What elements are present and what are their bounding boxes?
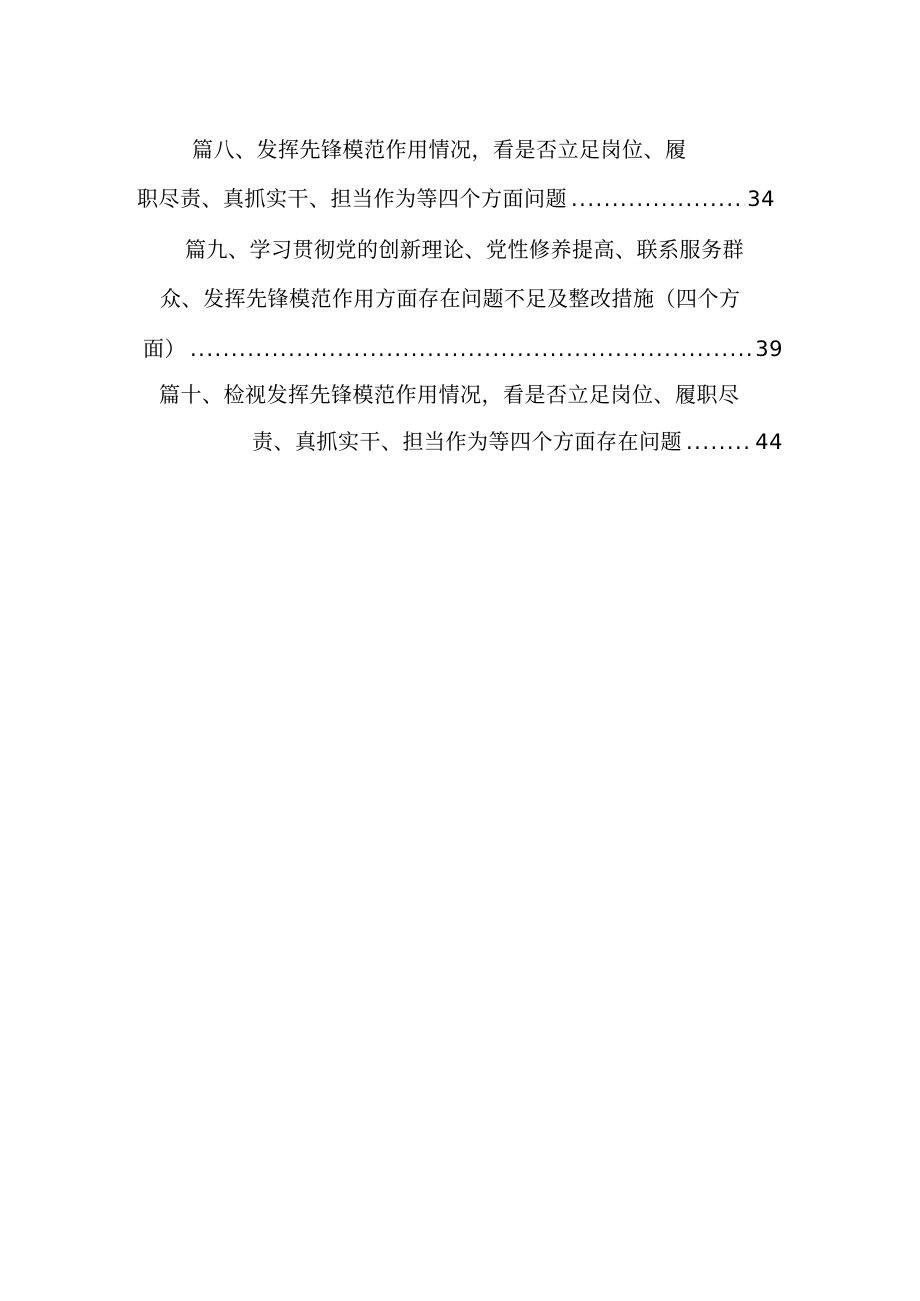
toc-entry-10-title-end: 责、真抓实干、担当作为等四个方面存在问题	[252, 430, 682, 454]
toc-entry-8-line-1: 篇八、发挥先锋模范作用情况，看是否立足岗位、履	[192, 138, 687, 162]
toc-entry-10-page-number: 44	[755, 430, 783, 454]
toc-dot-leader	[190, 334, 753, 364]
toc-dot-leader	[686, 427, 753, 457]
toc-entry-9-title-end: 面）	[143, 337, 186, 361]
toc-entry-8-page-number: 34	[747, 187, 775, 211]
toc-entry-9-page-number: 39	[755, 337, 783, 361]
toc-entry-10-line-2[interactable]	[252, 427, 783, 457]
toc-entry-9-line-3[interactable]	[143, 334, 783, 364]
toc-entry-9-line-2: 众、发挥先锋模范作用方面存在问题不足及整改措施（四个方	[160, 287, 741, 311]
toc-entry-10-line-1: 篇十、检视发挥先锋模范作用情况，看是否立足岗位、履职尽	[159, 383, 740, 407]
toc-dot-leader	[571, 184, 745, 214]
toc-entry-8-title-end: 职尽责、真抓实干、担当作为等四个方面问题	[137, 187, 567, 211]
toc-entry-9-line-1: 篇九、学习贯彻党的创新理论、党性修养提高、联系服务群	[185, 238, 744, 262]
toc-entry-8-line-2[interactable]	[137, 184, 775, 214]
